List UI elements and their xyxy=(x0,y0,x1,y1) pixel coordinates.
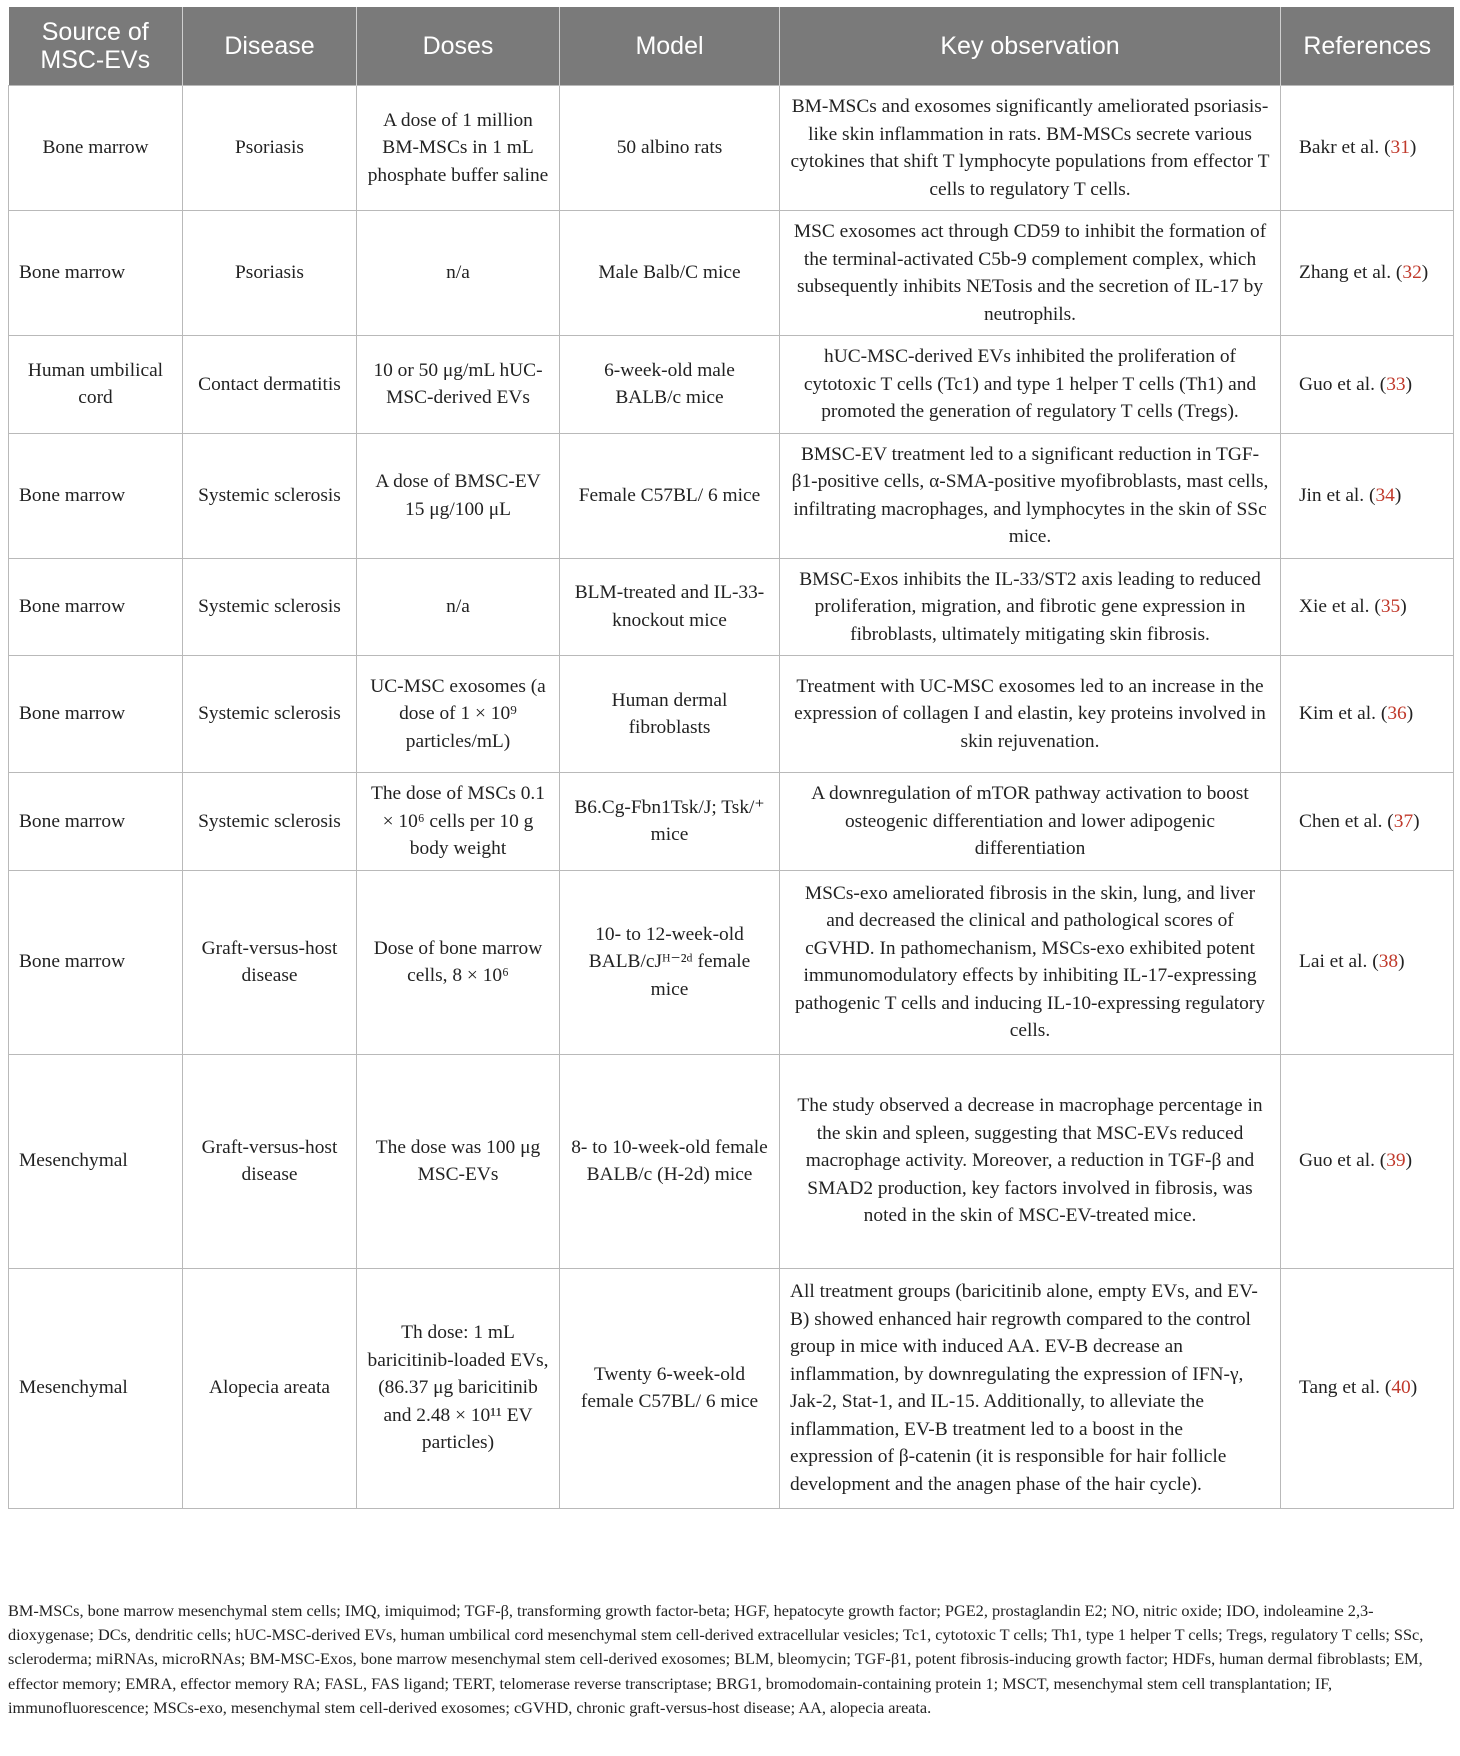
cell-model: Twenty 6-week-old female C57BL/ 6 mice xyxy=(560,1268,780,1508)
table-row xyxy=(9,558,1454,656)
cell-doses: The dose of MSCs 0.1 × 10⁶ cells per 10 g body weight xyxy=(357,773,560,871)
header-doses: Doses xyxy=(357,7,560,86)
cell-disease: Systemic sclerosis xyxy=(183,656,357,773)
cell-model: Female C57BL/ 6 mice xyxy=(560,433,780,558)
cell-doses: The dose was 100 μg MSC-EVs xyxy=(357,1054,560,1268)
cell-reference xyxy=(1281,870,1454,1054)
table-row xyxy=(9,656,1454,773)
reference-close: ) xyxy=(1413,810,1420,832)
cell-reference xyxy=(1281,656,1454,773)
cell-disease: Systemic sclerosis xyxy=(183,773,357,871)
table-footnote: BM-MSCs, bone marrow mesenchymal stem cells; IMQ, imiquimod; TGF-β, transforming growth factor-beta; HGF, hepatocyte growth factor; PGE2, prostaglandin E2; NO, nitric oxide; IDO, indoleamine 2,3-dioxygenase; DCs, dendritic cells; hUC-MSC-derived EVs, human umbilical cord mesenchymal stem cell-derived extracellular vesicles; Tc1, cytotoxic T cells; Th1, type 1 helper T cells; Tregs, regulatory T cells; SSc, scleroderma; miRNAs, microRNAs; BM-MSC-Exos, bone marrow mesenchymal stem cell-derived exosomes; BLM, bleomycin; TGF-β1, potent fibrosis-inducing growth factor; HDFs, human dermal fibroblasts; EM, effector memory; EMRA, effector memory RA; FASL, FAS ligand; TERT, telomerase reverse transcriptase; BRG1, bromodomain-containing protein 1; MSCT, mesenchymal stem cell transplantation; IF, immunofluorescence; MSCs-exo, mesenchymal stem cell-derived exosomes; cGVHD, chronic graft-versus-host disease; AA, alopecia areata. xyxy=(8,1601,1424,1717)
cell-observation: BMSC-EV treatment led to a significant reduction in TGF-β1-positive cells, α-SMA-positive myofibroblasts, mast cells, infiltrating macrophages, and lymphocytes in the skin of SSc mice. xyxy=(780,433,1281,558)
cell-source: Bone marrow xyxy=(9,211,183,336)
cell-disease: Systemic sclerosis xyxy=(183,433,357,558)
reference-close: ) xyxy=(1409,137,1417,159)
reference-link[interactable]: 38 xyxy=(1378,951,1399,973)
cell-source: Bone marrow xyxy=(9,86,183,211)
reference-link[interactable]: 40 xyxy=(1391,1377,1411,1399)
table-row xyxy=(9,870,1454,1054)
reference-author: Zhang et al. ( xyxy=(1299,262,1403,284)
reference-author: Guo et al. ( xyxy=(1299,373,1387,395)
cell-disease: Alopecia areata xyxy=(183,1268,357,1508)
table-row xyxy=(9,773,1454,871)
cell-reference xyxy=(1281,336,1454,434)
cell-model: 8- to 10-week-old female BALB/c (H-2d) mice xyxy=(560,1054,780,1268)
reference-author: Chen et al. ( xyxy=(1299,810,1394,832)
table-row xyxy=(9,336,1454,434)
cell-observation: hUC-MSC-derived EVs inhibited the proliferation of cytotoxic T cells (Tc1) and type 1 helper T cells (Th1) and promoted the generation of regulatory T cells (Tregs). xyxy=(780,336,1281,434)
cell-doses: 10 or 50 μg/mL hUC-MSC-derived EVs xyxy=(357,336,560,434)
reference-close: ) xyxy=(1421,262,1429,284)
cell-observation: BMSC-Exos inhibits the IL-33/ST2 axis leading to reduced proliferation, migration, and fibrotic gene expression in fibroblasts, ultimately mitigating skin fibrosis. xyxy=(780,558,1281,656)
cell-disease: Psoriasis xyxy=(183,86,357,211)
reference-close: ) xyxy=(1405,1150,1413,1172)
cell-source: Human umbilical cord xyxy=(9,336,183,434)
cell-source: Bone marrow xyxy=(9,773,183,871)
reference-author: Bakr et al. ( xyxy=(1299,137,1391,159)
header-references: References xyxy=(1281,7,1454,86)
cell-reference xyxy=(1281,211,1454,336)
header-row xyxy=(9,7,1454,86)
reference-link[interactable]: 32 xyxy=(1402,262,1422,284)
table-row xyxy=(9,1268,1454,1508)
reference-link[interactable]: 33 xyxy=(1386,373,1406,395)
cell-source: Bone marrow xyxy=(9,433,183,558)
reference-close: ) xyxy=(1400,596,1407,617)
cell-observation: MSC exosomes act through CD59 to inhibit the formation of the terminal-activated C5b-9 complement complex, which subsequently inhibits NETosis and the secretion of IL-17 by neutrophils. xyxy=(780,211,1281,336)
cell-doses: A dose of 1 million BM-MSCs in 1 mL phosphate buffer saline xyxy=(357,86,560,211)
reference-author: Guo et al. ( xyxy=(1299,1150,1387,1172)
reference-link[interactable]: 35 xyxy=(1380,596,1401,617)
cell-source: Mesenchymal xyxy=(9,1268,183,1508)
cell-doses: A dose of BMSC-EV 15 μg/100 μL xyxy=(357,433,560,558)
header-model: Model xyxy=(560,7,780,86)
cell-model: B6.Cg-Fbn1Tsk/J; Tsk/⁺ mice xyxy=(560,773,780,871)
cell-observation: All treatment groups (baricitinib alone, empty EVs, and EV-B) showed enhanced hair regrowth compared to the control group in mice with induced AA. EV-B decrease an inflammation, by downregulating the expression of IFN-γ, Jak-2, Stat-1, and IL-15. Additionally, to alleviate the inflammation, EV-B treatment led to a boost in the expression of β-catenin (it is responsible for hair follicle development and the anagen phase of the hair cycle). xyxy=(780,1268,1281,1508)
header-key-observation: Key observation xyxy=(780,7,1281,86)
cell-observation: A downregulation of mTOR pathway activation to boost osteogenic differentiation and lower adipogenic differentiation xyxy=(780,773,1281,871)
cell-reference xyxy=(1281,433,1454,558)
reference-close: ) xyxy=(1410,1377,1418,1399)
reference-link[interactable]: 37 xyxy=(1393,810,1414,832)
cell-disease: Psoriasis xyxy=(183,211,357,336)
cell-reference xyxy=(1281,1268,1454,1508)
reference-link[interactable]: 31 xyxy=(1390,137,1410,159)
cell-source: Bone marrow xyxy=(9,558,183,656)
cell-model: BLM-treated and IL-33-knockout mice xyxy=(560,558,780,656)
msc-ev-table xyxy=(8,7,1454,1509)
reference-close: ) xyxy=(1405,373,1413,395)
table-row xyxy=(9,1054,1454,1268)
cell-model: Male Balb/C mice xyxy=(560,211,780,336)
cell-disease: Systemic sclerosis xyxy=(183,558,357,656)
reference-author: Tang et al. ( xyxy=(1299,1377,1392,1399)
reference-close: ) xyxy=(1394,484,1402,506)
cell-disease: Graft-versus-host disease xyxy=(183,1054,357,1268)
cell-model: Human dermal fibroblasts xyxy=(560,656,780,773)
cell-disease: Contact dermatitis xyxy=(183,336,357,434)
cell-source: Mesenchymal xyxy=(9,1054,183,1268)
table-row xyxy=(9,211,1454,336)
cell-disease: Graft-versus-host disease xyxy=(183,870,357,1054)
cell-reference xyxy=(1281,558,1454,656)
reference-author: Xie et al. ( xyxy=(1299,596,1381,617)
cell-observation: The study observed a decrease in macrophage percentage in the skin and spleen, suggesting that MSC-EVs reduced macrophage activity. Moreover, a reduction in TGF-β and SMAD2 production, key factors involved in fibrosis, was noted in the skin of MSC-EV-treated mice. xyxy=(780,1054,1281,1268)
cell-source: Bone marrow xyxy=(9,870,183,1054)
header-disease: Disease xyxy=(183,7,357,86)
cell-model: 10- to 12-week-old BALB/cJᴴ⁻²ᵈ female mice xyxy=(560,870,780,1054)
cell-doses: n/a xyxy=(357,558,560,656)
table-row xyxy=(9,86,1454,211)
cell-source: Bone marrow xyxy=(9,656,183,773)
header-source: Source of MSC-EVs xyxy=(9,7,183,86)
cell-reference xyxy=(1281,1054,1454,1268)
reference-link[interactable]: 36 xyxy=(1387,703,1407,725)
reference-link[interactable]: 39 xyxy=(1386,1150,1406,1172)
cell-observation: MSCs-exo ameliorated fibrosis in the skin, lung, and liver and decreased the clinical and pathological scores of cGVHD. In pathomechanism, MSCs-exo exhibited potent immunomodulatory effects by inhibiting IL-17-expressing pathogenic T cells and inducing IL-10-expressing regulatory cells. xyxy=(780,870,1281,1054)
cell-observation: BM-MSCs and exosomes significantly ameliorated psoriasis-like skin inflammation in rats. BM-MSCs secrete various cytokines that shift T lymphocyte populations from effector T cells to regulatory T cells. xyxy=(780,86,1281,211)
reference-author: Lai et al. ( xyxy=(1299,951,1379,973)
cell-reference xyxy=(1281,773,1454,871)
reference-author: Jin et al. ( xyxy=(1299,484,1376,506)
cell-model: 6-week-old male BALB/c mice xyxy=(560,336,780,434)
cell-observation: Treatment with UC-MSC exosomes led to an increase in the expression of collagen I and elastin, key proteins involved in skin rejuvenation. xyxy=(780,656,1281,773)
reference-close: ) xyxy=(1398,951,1405,973)
cell-doses: Dose of bone marrow cells, 8 × 10⁶ xyxy=(357,870,560,1054)
reference-author: Kim et al. ( xyxy=(1299,703,1388,725)
reference-link[interactable]: 34 xyxy=(1375,484,1395,506)
cell-model: 50 albino rats xyxy=(560,86,780,211)
cell-doses: UC-MSC exosomes (a dose of 1 × 10⁹ particles/mL) xyxy=(357,656,560,773)
cell-doses: n/a xyxy=(357,211,560,336)
reference-close: ) xyxy=(1406,703,1414,725)
table-row xyxy=(9,433,1454,558)
cell-reference xyxy=(1281,86,1454,211)
cell-doses: Th dose: 1 mL baricitinib-loaded EVs, (86.37 μg baricitinib and 2.48 × 10¹¹ EV particles) xyxy=(357,1268,560,1508)
